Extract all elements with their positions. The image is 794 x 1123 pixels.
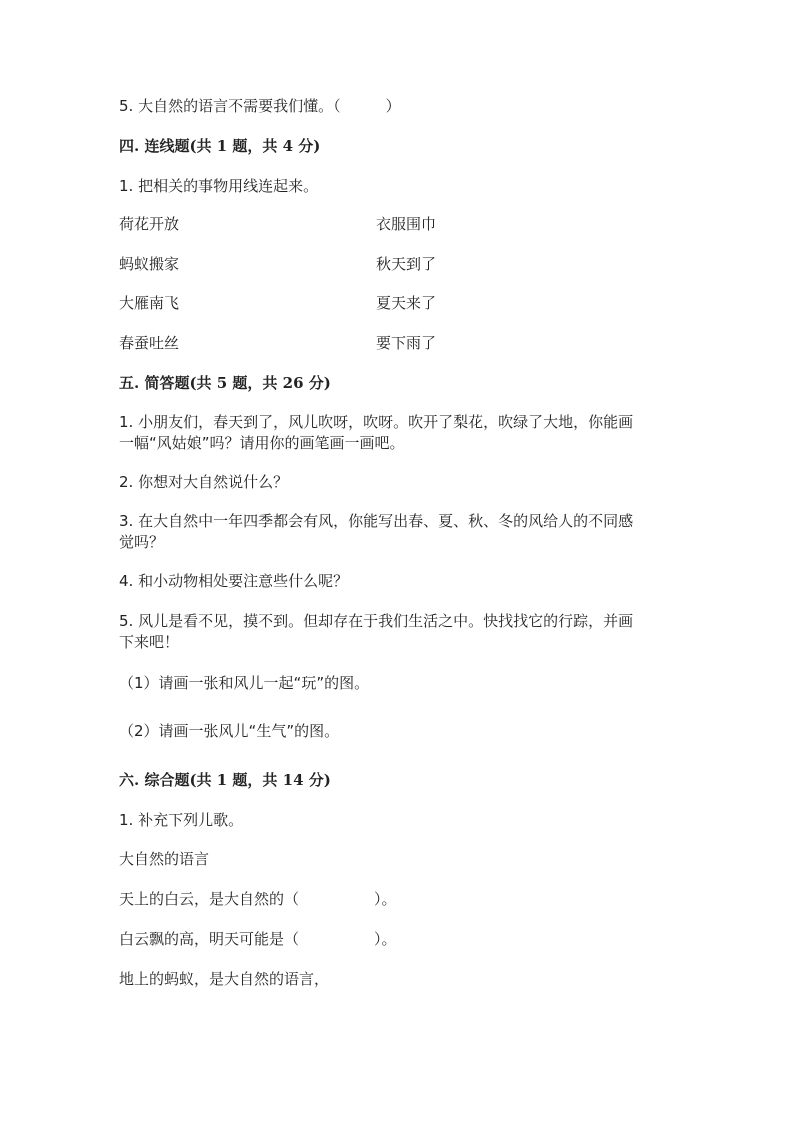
section-4-heading: 四. 连线题(共 1 题，共 4 分) xyxy=(119,137,321,155)
poem-line-2: 白云飘的高，明天可能是（ ）。 xyxy=(119,930,397,948)
section-5-heading: 五. 简答题(共 5 题，共 26 分) xyxy=(119,374,331,392)
matching-question-1: 1. 把相关的事物用线连起来。 xyxy=(119,177,319,195)
short-answer-question-1-line1: 1. 小朋友们，春天到了，风儿吹呀，吹呀。吹开了梨花，吹绿了大地，你能画 xyxy=(119,413,634,431)
section-6-heading: 六. 综合题(共 1 题，共 14 分) xyxy=(119,771,331,789)
match-right-item: 秋天到了 xyxy=(376,255,437,273)
poem-line-3: 地上的蚂蚁，是大自然的语言， xyxy=(119,970,330,988)
match-left-item: 大雁南飞 xyxy=(119,294,180,312)
poem-line-1: 天上的白云，是大自然的（ ）。 xyxy=(119,890,397,908)
match-right-item: 衣服围巾 xyxy=(376,215,437,233)
true-false-question-5: 5. 大自然的语言不需要我们懂。（ ） xyxy=(119,97,401,115)
match-right-item: 夏天来了 xyxy=(376,294,437,312)
short-answer-question-2: 2. 你想对大自然说什么？ xyxy=(119,473,289,491)
comprehensive-question-1: 1. 补充下列儿歌。 xyxy=(119,811,244,829)
short-answer-question-4: 4. 和小动物相处要注意些什么呢？ xyxy=(119,572,349,590)
poem-title: 大自然的语言 xyxy=(119,850,210,868)
match-right-item: 要下雨了 xyxy=(376,334,437,352)
match-left-item: 春蚕吐丝 xyxy=(119,334,180,352)
match-left-item: 荷花开放 xyxy=(119,215,180,233)
match-left-item: 蚂蚁搬家 xyxy=(119,255,180,273)
sub-question-2: （2）请画一张风儿“生气”的图。 xyxy=(119,722,340,740)
short-answer-question-3-line1: 3. 在大自然中一年四季都会有风，你能写出春、夏、秋、冬的风给人的不同感 xyxy=(119,512,634,530)
short-answer-question-5-line2: 下来吧！ xyxy=(119,633,180,651)
short-answer-question-5-line1: 5. 风儿是看不见，摸不到。但却存在于我们生活之中。快找找它的行踪，并画 xyxy=(119,612,634,630)
short-answer-question-1-line2: 一幅“风姑娘”吗？请用你的画笔画一画吧。 xyxy=(119,434,405,452)
short-answer-question-3-line2: 觉吗？ xyxy=(119,533,165,551)
sub-question-1: （1）请画一张和风儿一起“玩”的图。 xyxy=(119,674,370,692)
